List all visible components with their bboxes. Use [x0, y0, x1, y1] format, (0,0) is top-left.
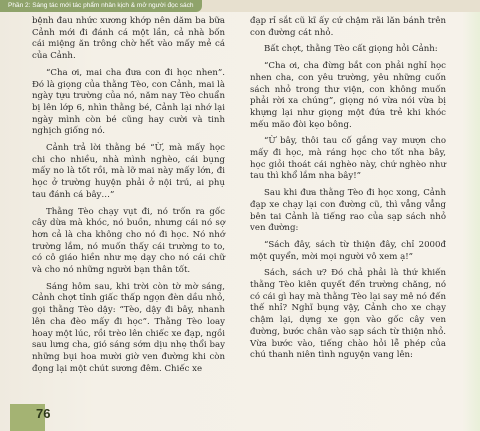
paragraph: Sáng hôm sau, khi trời còn tờ mờ sáng, Cảnh chợt tỉnh giấc thấp ngọn đèn dầu nhỏ, gọi thằng Tèo dậy: “Tèo, dậy đi bây, nhanh lên cha đèo mấy đi học”. Thằng Tèo loay hoay một lúc, rồi trèo lên chiếc xe đạp, ngồi sau lưng cha, gió sáng sớm dịu nhẹ thổi bay những bụi hoa mười giờ ven đường khi còn đọng lại một chút sương đêm. Chiếc xe	[32, 281, 225, 374]
section-title: Phần 2: Sáng tác mới tác phẩm nhân kịch & mở người đọc sách	[0, 0, 202, 12]
paragraph: “Sách đây, sách từ thiện đây, chỉ 2000đ một quyển, mời mọi người vô xem ạ!”	[250, 239, 446, 262]
paragraph: bệnh đau nhức xương khớp nên dăm ba bữa Cảnh mới đi đánh cá một lần, cả nhà bốn cái miệng ăn trông chờ hết vào mấy mẻ cá của Cảnh.	[32, 16, 225, 62]
paragraph: đạp rỉ sắt cũ kĩ ấy cứ chậm rãi lăn bánh trên con đường cát nhỏ.	[250, 16, 446, 38]
paragraph: “Ừ bây, thôi tau cố gắng vay mượn cho mấy đi học, mà ráng học cho tốt nha bây, học giỏi thoát cái nghèo này, chứ nghèo như tau thì khổ lắm nha bây!”	[250, 136, 446, 182]
right-column	[250, 16, 446, 367]
page-edge-decoration	[462, 12, 480, 431]
paragraph: “Cha ơi, mai cha đưa con đi học nhen”. Đó là giọng của thằng Tèo, con Cảnh, mai là ngày tựu trường của nó, năm nay Tèo chuẩn bị lên lớp 6, nhìn thằng bé, Cảnh lại nhớ lại ngày mình còn bé cũng hay cười và tinh nghịch giống nó.	[32, 67, 225, 137]
page-number: 76	[36, 406, 51, 421]
paragraph: Sách, sách ư? Đó chả phải là thứ khiến thằng Tèo kiên quyết đến trường chăng, nó có cái gì hay mà thằng Tèo lại say mê nó đến thế nhỉ? Nghĩ bụng vậy, Cảnh cho xe chạy chậm lại, dựng xe gọn vào gốc cây ven đường, bước chân vào sạp sách từ thiện nhỏ. Vừa bước vào, tiếng chào hỏi lễ phép của chú thanh niên tình nguyện vang lên:	[250, 268, 446, 361]
paragraph: Cảnh trả lời thằng bé “Ừ, mà mấy học chi cho nhiều, nhà mình nghèo, cái bụng mấy no là tốt rồi, mà lỡ mai này mấy lớn, đi học ở trường huyện phải ở nội trú, ai phụ tau đánh cá bây…”	[32, 143, 225, 200]
paragraph: Thằng Tèo chạy vụt đi, nó trốn ra gốc cây dừa mà khóc, nó buồn, nhưng cái nó sợ hơn cả là cha không cho nó đi học. Nó nhớ trường lắm, nó muốn thấy cái trường to to, có cô giáo hiền như mẹ dạy cho nó cái chữ và cho nó những người bạn thân tốt.	[32, 206, 225, 276]
running-header	[0, 0, 480, 12]
paragraph: Bất chợt, thằng Tèo cất giọng hỏi Cảnh:	[264, 44, 438, 55]
paragraph: Sau khi đưa thằng Tèo đi học xong, Cảnh đạp xe chạy lại con đường cũ, thì vẳng vẳng bên tai Cảnh là tiếng rao của sạp sách nhỏ ven đường:	[250, 188, 446, 234]
paragraph: “Cha ơi, cha đừng bắt con phải nghỉ học nhen cha, con yêu trường, yêu những cuốn sách nhỏ trong thư viện, con không muốn phải rời xa chúng”, giọng nó vừa nói vừa bị khựng lại như giọng một đứa trẻ khi khóc mếu mão đòi kẹo bông.	[250, 61, 446, 130]
left-column	[32, 16, 225, 380]
